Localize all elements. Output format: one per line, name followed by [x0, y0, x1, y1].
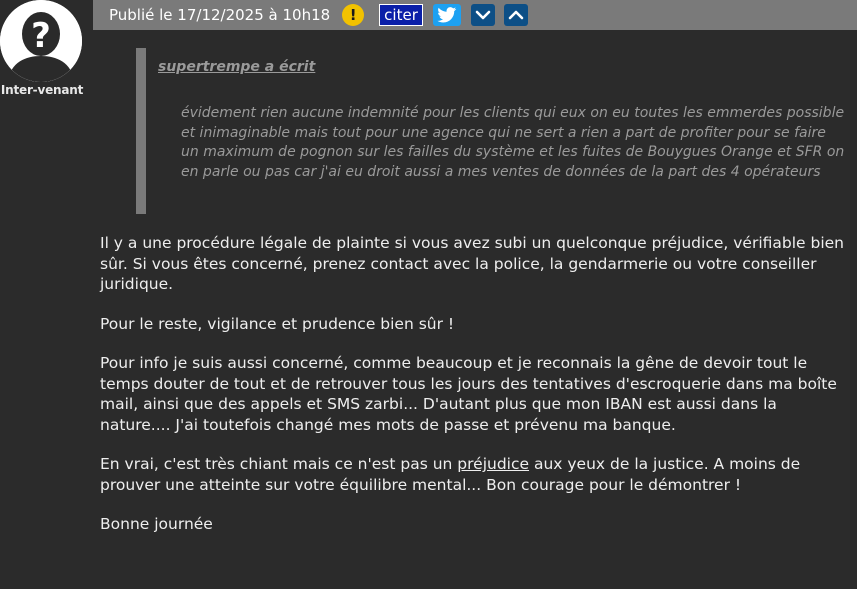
svg-text:?: ? — [31, 16, 51, 56]
paragraph-4 — [100, 454, 845, 495]
post-header — [93, 0, 857, 30]
paragraph-4-after: aux yeux de la justice. A moins de prouver une atteinte sur votre équilibre mental... Bon courage pour le démontrer ! — [100, 455, 801, 494]
paragraph-1: Il y a une procédure légale de plainte si vous avez subi un quelconque préjudice, vérifiable bien sûr. Si vous êtes concerné, prenez contact avec la police, la gendarmerie ou votre conseiller juridique. — [100, 234, 844, 293]
quote-text: évidement rien aucune indemnité pour les clients qui eux on eu toutes les emmerdes possible et inimaginable mais tout pour une agence qui ne sert a rien a part de profiter pour se faire un maximum de pognon sur les failles du système et les fuites de Bouygues Orange et SFR on en parle ou pas car j'ai eu droit aussi a mes ventes de données de la part des 4 opérateurs — [181, 105, 845, 180]
unknown-user-icon[interactable] — [0, 0, 82, 82]
quote-author-link[interactable]: supertrempe a écrit — [158, 59, 316, 75]
twitter-icon — [437, 7, 457, 23]
twitter-share-button[interactable] — [433, 4, 461, 26]
prejudice-link[interactable]: préjudice — [457, 455, 530, 473]
previous-post-button[interactable] — [504, 4, 528, 26]
paragraph-2: Pour le reste, vigilance et prudence bien sûr ! — [100, 314, 455, 333]
chevron-up-icon — [508, 9, 524, 21]
chevron-down-icon — [475, 9, 491, 21]
author-column — [0, 0, 88, 589]
published-date: Publié le 17/12/2025 à 10h18 — [109, 6, 331, 24]
paragraph-3: Pour info je suis aussi concerné, comme beaucoup et je reconnais la gêne de devoir tout le temps douter de tout et de retrouver tous les jours des tentatives d'escroquerie dans ma boîte mail, ainsi que des appels et SMS zarbi... D'autant plus que mon IBAN est aussi dans la nature.... J'ai toutefois changé mes mots de passe et prévenu ma banque. — [100, 354, 837, 434]
author-name[interactable]: Inter-venant — [0, 83, 84, 97]
quoted-message — [136, 48, 846, 214]
next-post-button[interactable] — [471, 4, 495, 26]
paragraph-4-before: En vrai, c'est très chiant mais ce n'est pas un — [100, 455, 458, 473]
paragraph-5: Bonne journée — [100, 515, 213, 533]
report-warning-icon[interactable]: ! — [342, 4, 364, 26]
cite-button[interactable]: citer — [379, 4, 423, 26]
post-body — [100, 233, 845, 554]
